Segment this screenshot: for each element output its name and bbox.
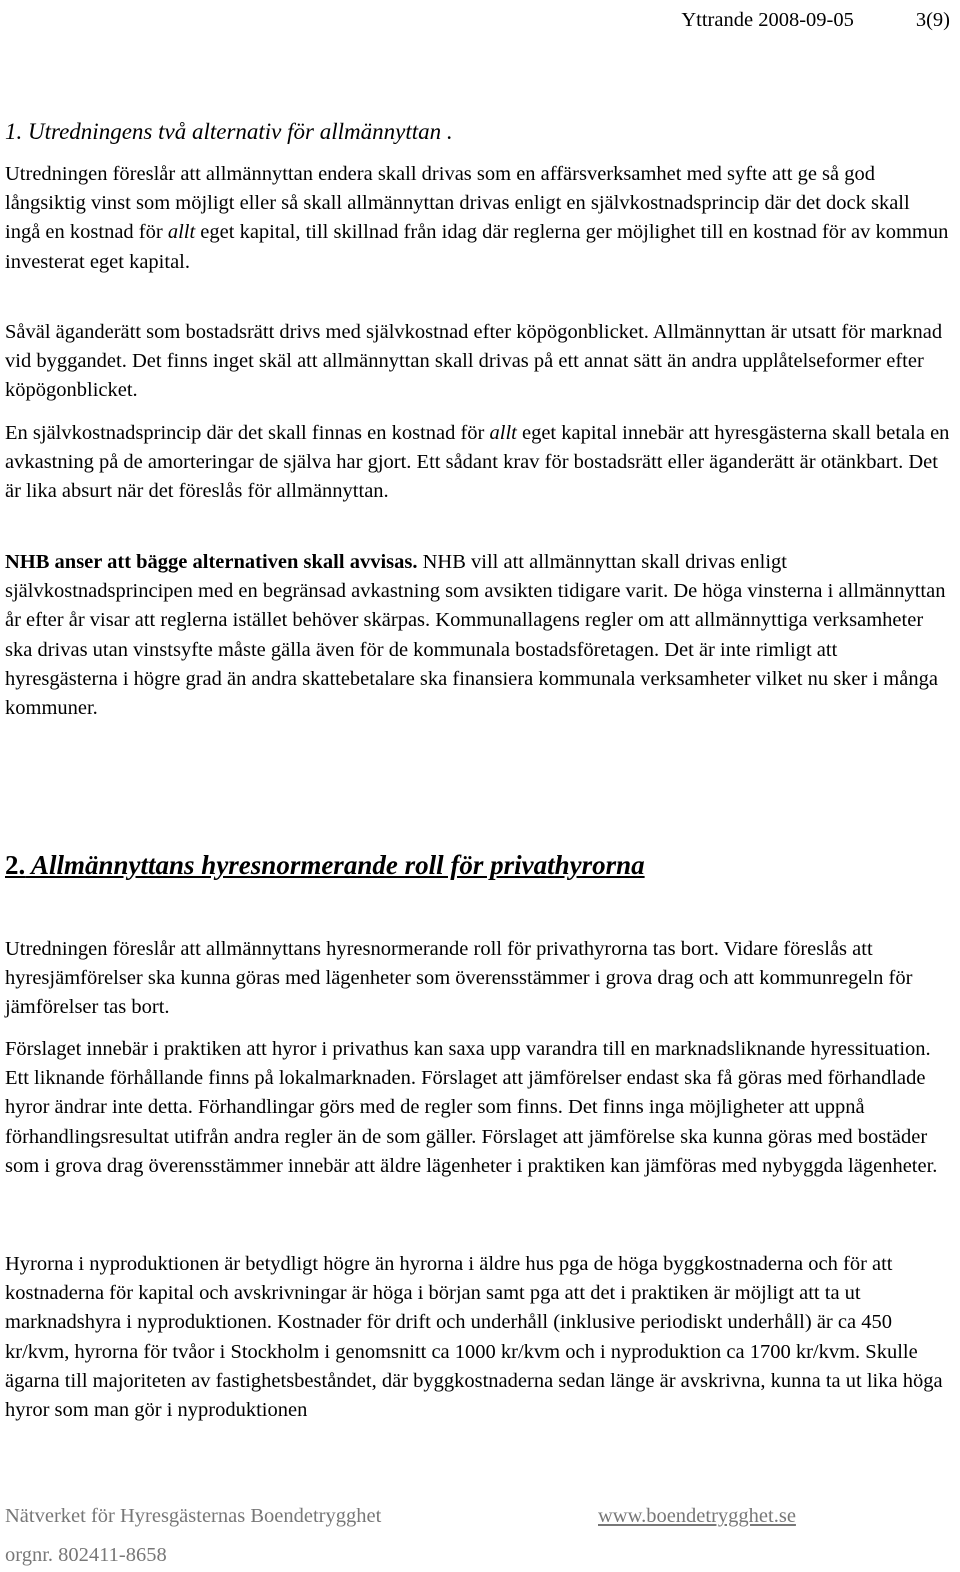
header-title: Yttrande 2008-09-05	[681, 9, 854, 31]
section-1-heading: 1. Utredningens två alternativ för allmännyttan .	[5, 119, 453, 144]
footer-organization: Nätverket för Hyresgästernas Boendetrygghet	[5, 1505, 382, 1527]
page-header	[681, 2, 950, 38]
section-1-paragraph-2	[5, 318, 950, 406]
text: eget kapital, till skillnad från idag där reglerna ger möjlighet till en kostnad för av kommun investerat eget kapital.	[5, 221, 949, 273]
emphasis: allt	[489, 422, 517, 444]
paragraph-text: Förslaget innebär i praktiken att hyror i privathus kan saxa upp varandra till en marknadsliknande hyressituation. Ett liknande förhållande finns på lokalmarknaden. Förslaget att jämförelser endast ska få göras med förhandlade hyror ändrar inte detta. Förhandlingar görs med de regler som finns. Det finns inga möjligheter att uppnå förhandlingsresultat utifrån andra regler än de som gäller. Förslaget att jämförelse ska kunna göras med bostäder som i grova drag överensstämmer innebär att äldre lägenheter i praktiken kan jämföras med nybyggda lägenheter.	[5, 1038, 938, 1177]
section-2-heading	[5, 843, 645, 887]
section-2-number: 2.	[5, 850, 26, 880]
section-2-paragraph-3	[5, 1250, 950, 1425]
section-1-paragraph-1	[5, 160, 950, 277]
paragraph-text: Utredningen föreslår att allmännyttans hyresnormerande roll för privathyrorna tas bort. Vidare föreslås att hyresjämförelser ska kunna göras med lägenheter som överensstämmer i grova drag och att kommunregeln för jämförelser tas bort.	[5, 938, 913, 1019]
text: Utredningen föreslår att allmännyttan endera skall drivas som en affärsverksamhet med syfte att ge så god långsiktig vinst som möjligt eller så skall allmännyttan drivas enligt en självkostnadsprincip där det dock skall ingå en kostnad för	[5, 163, 910, 244]
paragraph-text: Såväl äganderätt som bostadsrätt drivs med självkostnad efter köpögonblicket. Allmännyttan är utsatt för marknad vid byggandet. Det finns inget skäl att allmännyttan skall drivas på ett annat sätt än andra upplåtelseformer efter köpögonblicket.	[5, 321, 943, 402]
conclusion-bold: NHB anser att bägge alternativen skall avvisas.	[5, 551, 418, 573]
section-1-paragraph-3	[5, 419, 950, 507]
section-2-paragraph-2	[5, 1035, 950, 1181]
page-number: 3(9)	[915, 9, 950, 31]
emphasis: allt	[167, 221, 196, 244]
footer-website-link[interactable]: www.boendetrygghet.se	[598, 1505, 796, 1527]
paragraph-text: Hyrorna i nyproduktionen är betydligt högre än hyrorna i äldre hus pga de höga byggkostnaderna och för att kostnaderna för kapital och avskrivningar är höga i början samt pga att det i praktiken är möjligt att ta ut marknadshyra i nyproduktionen. Kostnader för drift och underhåll (inklusive periodiskt underhåll) är ca 450 kr/kvm, hyrorna för tvåor i Stockholm i genomsnitt ca 1000 kr/kvm och i nyproduktion ca 1700 kr/kvm. Skulle ägarna till majoriteten av fastighetsbeståndet, där byggkostnaderna sedan länge är avskrivna, kunna ta ut lika höga hyror som man gör i nyproduktionen	[5, 1253, 943, 1422]
text: eget kapital innebär att hyresgästerna skall betala en avkastning på de amorteringar de själva har gjort. Ett sådant krav för bostadsrätt eller äganderätt är otänkbart. Det är lika absurt när det föreslås för allmännyttan.	[5, 422, 950, 503]
section-1-paragraph-4	[5, 548, 950, 723]
section-2-title: Allmännyttans hyresnormerande roll för privathyrorna	[25, 850, 645, 880]
text: En självkostnadsprincip där det skall finnas en kostnad för	[5, 422, 490, 444]
section-2-paragraph-1	[5, 935, 950, 1023]
footer-orgnr: orgnr. 802411-8658	[5, 1544, 167, 1566]
text: NHB vill att allmännyttan skall drivas enligt självkostnadsprincipen med en begränsad avkastning som avsikten tidigare varit. De höga vinsterna i allmännyttan år efter år visar att reglerna istället behöver skärpas. Kommunallagens regler om att allmännyttiga verksamheter ska drivas utan vinstsyfte måste gälla även för de kommunala bostadsföretagen. Det är inte rimligt att hyresgästerna i högre grad än andra skattebetalare ska finansiera kommunala verksamheter vilket nu sker i många kommuner.	[5, 551, 946, 720]
